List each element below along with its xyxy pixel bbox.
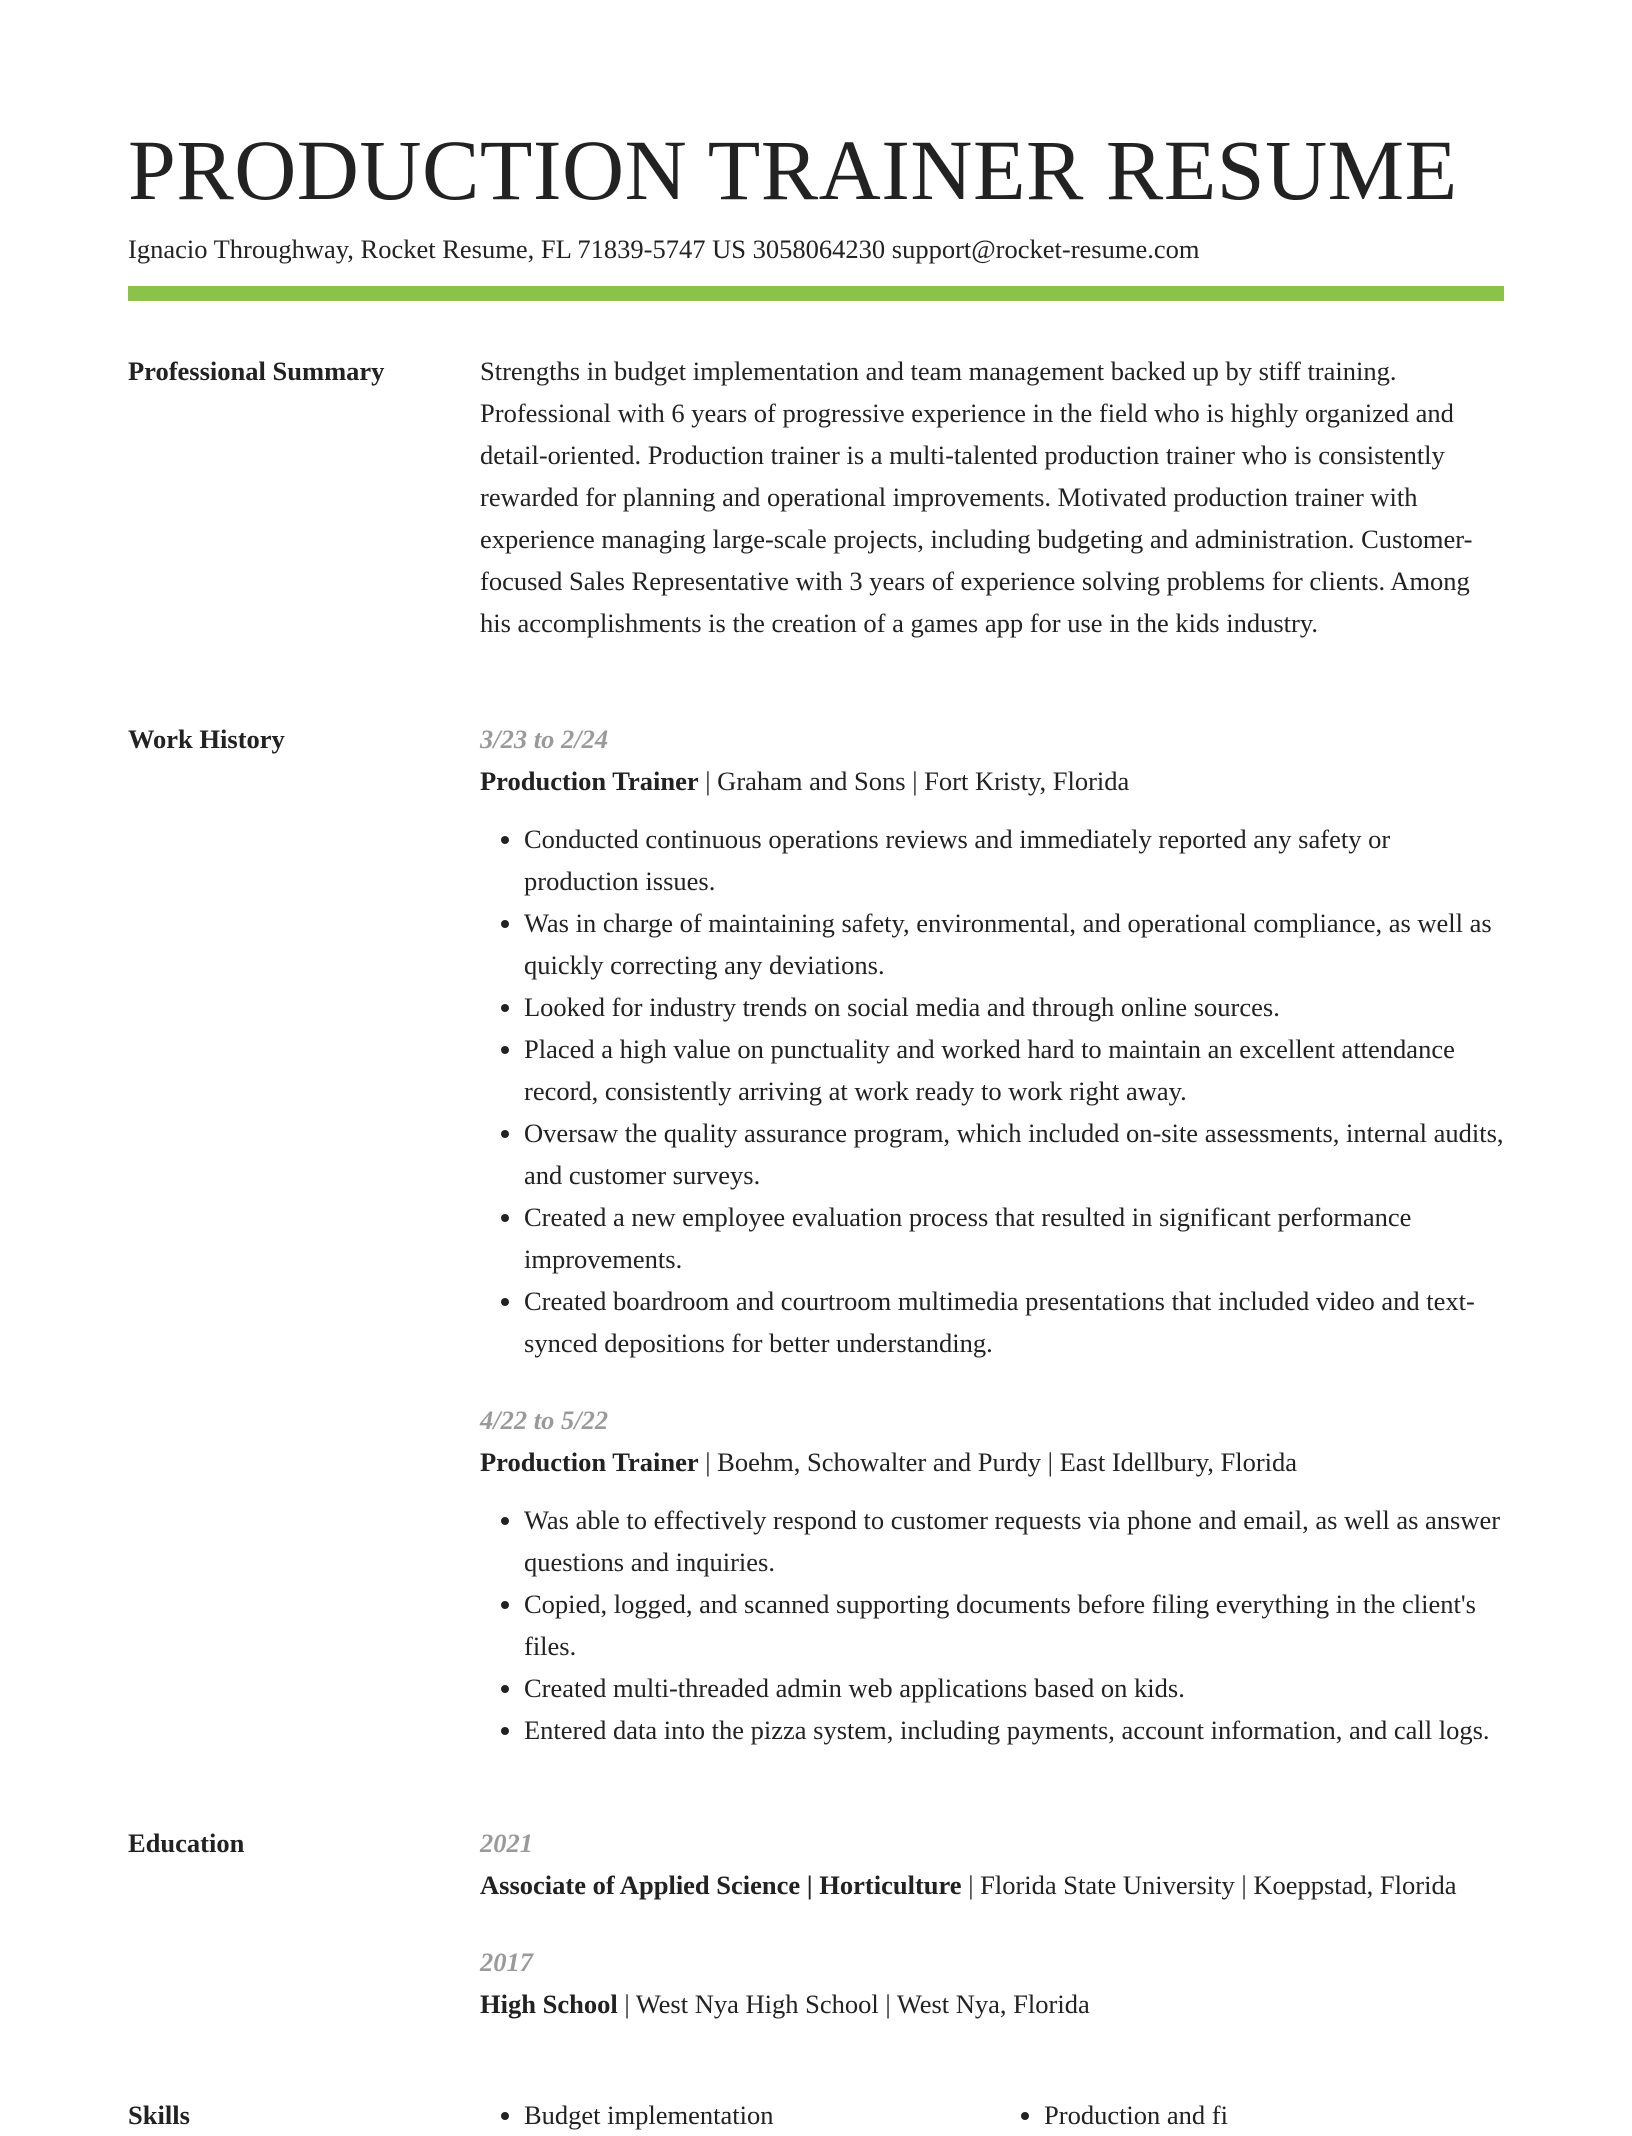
- education-degree: High School: [480, 1989, 618, 2019]
- job-bullets: [480, 1499, 1504, 1751]
- job-entry: [480, 718, 1504, 1364]
- job-details: | Boehm, Schowalter and Purdy | East Idellbury, Florida: [698, 1447, 1298, 1477]
- education-year: 2021: [480, 1828, 533, 1858]
- job-bullet: • Created a new employee evaluation process that resulted in significant performance improvements.: [524, 1196, 1504, 1280]
- skills-grid: [480, 2094, 1504, 2136]
- skills-column: [1000, 2094, 1504, 2136]
- education-degree: Associate of Applied Science | Horticulture: [480, 1870, 962, 1900]
- job-bullet: • Oversaw the quality assurance program, which included on-site assessments, internal audits, and customer surveys.: [524, 1112, 1504, 1196]
- job-bullet: • Conducted continuous operations reviews and immediately reported any safety or production issues.: [524, 818, 1504, 902]
- education-year: 2017: [480, 1947, 533, 1977]
- education-details: | Florida State University | Koeppstad, Florida: [961, 1870, 1457, 1900]
- job-bullet: • Entered data into the pizza system, including payments, account information, and call logs.: [524, 1709, 1504, 1751]
- resume-title: PRODUCTION TRAINER RESUME: [128, 122, 1458, 218]
- section-label-summary: Professional Summary: [128, 356, 385, 386]
- skill-item: • Production and fi: [1044, 2094, 1504, 2136]
- job-bullet: • Copied, logged, and scanned supporting documents before filing everything in the client's files.: [524, 1583, 1504, 1667]
- contact-line: Ignacio Throughway, Rocket Resume, FL 71839-5747 US 3058064230 support@rocket-resume.com: [128, 234, 1200, 264]
- education-entry: [480, 1822, 1504, 1906]
- accent-divider: [128, 286, 1504, 301]
- job-bullet: • Created multi-threaded admin web applications based on kids.: [524, 1667, 1504, 1709]
- job-bullet: • Placed a high value on punctuality and worked hard to maintain an excellent attendance record, consistently arriving at work ready to work right away.: [524, 1028, 1504, 1112]
- skill-item: • Budget implementation: [524, 2094, 984, 2136]
- job-title: Production Trainer: [480, 766, 699, 796]
- job-bullets: [480, 818, 1504, 1364]
- summary-text: Strengths in budget implementation and team management backed up by stiff training. Professional with 6 years of progressive experience in the field who is highly organized and detail-oriented. Production trainer is a multi-talented production trainer who is consistently rewarded for planning and operational improvements. Motivated production trainer with experience managing large-scale projects, including budgeting and administration. Customer-focused Sales Representative with 3 years of experience solving problems for clients. Among his accomplishments is the creation of a games app for use in the kids industry.: [480, 356, 1473, 638]
- job-details: | Graham and Sons | Fort Kristy, Florida: [698, 766, 1130, 796]
- summary-body: [480, 350, 1504, 644]
- job-bullet: • Looked for industry trends on social media and through online sources.: [524, 986, 1504, 1028]
- job-role-line: [480, 760, 1504, 802]
- job-role-line: [480, 1441, 1504, 1483]
- education-body: [480, 1822, 1504, 2060]
- education-line: [480, 1983, 1504, 2025]
- work-history-body: [480, 718, 1504, 1786]
- section-label-work-history: Work History: [128, 724, 285, 754]
- job-bullet: • Was able to effectively respond to customer requests via phone and email, as well as answer questions and inquiries.: [524, 1499, 1504, 1583]
- education-line: [480, 1864, 1504, 1906]
- education-details: | West Nya High School | West Nya, Florida: [617, 1989, 1090, 2019]
- job-dates: 4/22 to 5/22: [480, 1405, 609, 1435]
- education-entry: [480, 1941, 1504, 2025]
- section-label-education: Education: [128, 1828, 245, 1858]
- job-bullet: • Created boardroom and courtroom multimedia presentations that included video and text-synced depositions for better understanding.: [524, 1280, 1504, 1364]
- job-bullet: • Was in charge of maintaining safety, environmental, and operational compliance, as well as quickly correcting any deviations.: [524, 902, 1504, 986]
- job-entry: [480, 1399, 1504, 1751]
- section-label-skills: Skills: [128, 2100, 190, 2130]
- job-title: Production Trainer: [480, 1447, 699, 1477]
- skills-column: [480, 2094, 984, 2136]
- skills-body: [480, 2094, 1504, 2136]
- job-dates: 3/23 to 2/24: [480, 724, 609, 754]
